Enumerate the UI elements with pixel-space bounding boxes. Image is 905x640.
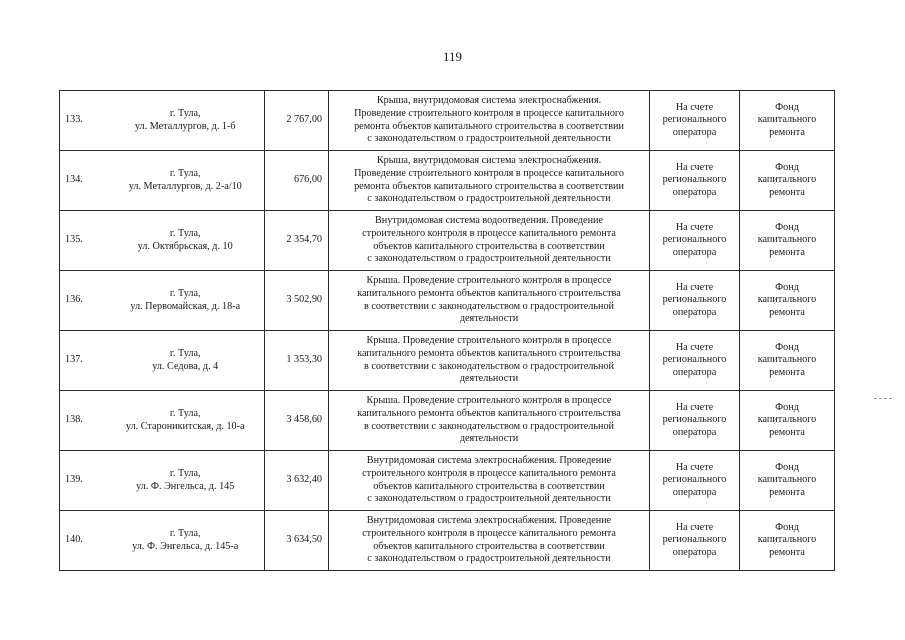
work-description-cell-line: ремонта объектов капитального строительства в соответствии bbox=[354, 120, 624, 132]
work-description-cell-line: в соответствии с законодательством о градостроительной bbox=[363, 360, 614, 372]
row-number-cell bbox=[60, 451, 107, 511]
account-cell-line: оператора bbox=[672, 366, 717, 378]
account-cell-line: оператора bbox=[672, 486, 717, 498]
account-cell bbox=[650, 451, 740, 511]
table-row bbox=[60, 271, 835, 331]
work-description-cell-line: капитального ремонта объектов капитального строительства bbox=[357, 287, 621, 299]
work-description-cell-line: Внутридомовая система электроснабжения. Проведение bbox=[366, 515, 612, 527]
area-cell-text: 676,00 bbox=[293, 174, 322, 186]
funding-source-cell-line: ремонта bbox=[769, 426, 805, 438]
address-cell-line: ул. Седова, д. 4 bbox=[152, 360, 219, 372]
address-cell bbox=[107, 511, 265, 571]
row-number-cell-text: 137. bbox=[65, 354, 83, 366]
address-cell-line: ул. Ф. Энгельса, д. 145-а bbox=[132, 540, 239, 552]
funding-source-cell-line: Фонд bbox=[775, 461, 799, 473]
funding-source-cell-line: Фонд bbox=[775, 341, 799, 353]
row-number-cell bbox=[60, 211, 107, 271]
work-description-cell-line: с законодательством о градостроительной деятельности bbox=[367, 253, 611, 265]
work-description-cell-line: Крыша. Проведение строительного контроля в процессе bbox=[366, 395, 612, 407]
work-description-cell-line: Крыша, внутридомовая система электроснабжения. bbox=[376, 95, 602, 107]
work-description-cell-line: деятельности bbox=[459, 373, 519, 385]
account-cell-line: оператора bbox=[672, 126, 717, 138]
area-cell-text: 3 632,40 bbox=[286, 474, 322, 486]
account-cell bbox=[650, 91, 740, 151]
area-cell-text: 3 458,60 bbox=[286, 414, 322, 426]
work-description-cell-line: капитального ремонта объектов капитального строительства bbox=[357, 347, 621, 359]
address-cell-line: г. Тула, bbox=[169, 287, 201, 299]
funding-source-cell-line: Фонд bbox=[775, 101, 799, 113]
account-cell-line: На счете bbox=[675, 521, 714, 533]
address-cell-line: г. Тула, bbox=[169, 407, 201, 419]
account-cell-line: регионального bbox=[662, 234, 727, 246]
account-cell-line: На счете bbox=[675, 401, 714, 413]
account-cell-line: регионального bbox=[662, 354, 727, 366]
work-description-cell-line: с законодательством о градостроительной деятельности bbox=[367, 133, 611, 145]
account-cell-line: регионального bbox=[662, 174, 727, 186]
funding-source-cell bbox=[740, 511, 835, 571]
row-number-cell-text: 133. bbox=[65, 114, 83, 126]
account-cell-line: оператора bbox=[672, 246, 717, 258]
work-description-cell-line: строительного контроля в процессе капитального ремонта bbox=[362, 227, 616, 239]
row-number-cell bbox=[60, 391, 107, 451]
funding-source-cell-line: ремонта bbox=[769, 486, 805, 498]
row-number-cell-text: 136. bbox=[65, 294, 83, 306]
row-number-cell-text: 139. bbox=[65, 474, 83, 486]
work-description-cell-line: деятельности bbox=[459, 313, 519, 325]
area-cell bbox=[265, 271, 329, 331]
row-number-cell bbox=[60, 511, 107, 571]
repair-table bbox=[59, 90, 835, 571]
account-cell-line: оператора bbox=[672, 426, 717, 438]
work-description-cell-line: Крыша. Проведение строительного контроля в процессе bbox=[366, 335, 612, 347]
address-cell-line: г. Тула, bbox=[169, 347, 201, 359]
work-description-cell-line: Крыша. Проведение строительного контроля в процессе bbox=[366, 275, 612, 287]
area-cell bbox=[265, 391, 329, 451]
work-description-cell-line: ремонта объектов капитального строительства в соответствии bbox=[354, 180, 624, 192]
row-number-cell-text: 138. bbox=[65, 414, 83, 426]
funding-source-cell-line: капитального bbox=[757, 354, 817, 366]
work-description-cell-line: с законодательством о градостроительной деятельности bbox=[367, 493, 611, 505]
funding-source-cell-line: Фонд bbox=[775, 521, 799, 533]
area-cell-text: 2 354,70 bbox=[286, 234, 322, 246]
address-cell bbox=[107, 151, 265, 211]
account-cell bbox=[650, 151, 740, 211]
account-cell-line: оператора bbox=[672, 186, 717, 198]
account-cell-line: На счете bbox=[675, 101, 714, 113]
funding-source-cell-line: ремонта bbox=[769, 306, 805, 318]
row-number-cell-text: 135. bbox=[65, 234, 83, 246]
address-cell bbox=[107, 391, 265, 451]
account-cell-line: регионального bbox=[662, 534, 727, 546]
work-description-cell bbox=[329, 271, 650, 331]
address-cell-line: г. Тула, bbox=[169, 527, 201, 539]
area-cell bbox=[265, 91, 329, 151]
table-row bbox=[60, 331, 835, 391]
account-cell bbox=[650, 211, 740, 271]
work-description-cell bbox=[329, 151, 650, 211]
account-cell-line: регионального bbox=[662, 414, 727, 426]
work-description-cell-line: капитального ремонта объектов капитального строительства bbox=[357, 407, 621, 419]
work-description-cell-line: объектов капитального строительства в соответствии bbox=[373, 240, 605, 252]
work-description-cell-line: с законодательством о градостроительной деятельности bbox=[367, 193, 611, 205]
funding-source-cell bbox=[740, 451, 835, 511]
area-cell bbox=[265, 211, 329, 271]
work-description-cell-line: объектов капитального строительства в соответствии bbox=[373, 480, 605, 492]
table-row bbox=[60, 211, 835, 271]
row-number-cell bbox=[60, 151, 107, 211]
account-cell-line: На счете bbox=[675, 461, 714, 473]
work-description-cell bbox=[329, 211, 650, 271]
work-description-cell bbox=[329, 391, 650, 451]
work-description-cell bbox=[329, 91, 650, 151]
funding-source-cell-line: ремонта bbox=[769, 546, 805, 558]
funding-source-cell bbox=[740, 211, 835, 271]
funding-source-cell-line: ремонта bbox=[769, 186, 805, 198]
row-number-cell-text: 134. bbox=[65, 174, 83, 186]
funding-source-cell-line: Фонд bbox=[775, 281, 799, 293]
funding-source-cell-line: капитального bbox=[757, 414, 817, 426]
account-cell-line: На счете bbox=[675, 341, 714, 353]
work-description-cell-line: Проведение строительного контроля в процессе капитального bbox=[354, 167, 624, 179]
account-cell bbox=[650, 331, 740, 391]
work-description-cell-line: строительного контроля в процессе капитального ремонта bbox=[362, 467, 616, 479]
work-description-cell bbox=[329, 451, 650, 511]
address-cell-line: г. Тула, bbox=[169, 227, 201, 239]
funding-source-cell-line: Фонд bbox=[775, 401, 799, 413]
account-cell-line: регионального bbox=[662, 114, 727, 126]
account-cell-line: оператора bbox=[672, 306, 717, 318]
work-description-cell-line: Крыша, внутридомовая система электроснабжения. bbox=[376, 155, 602, 167]
address-cell-line: ул. Староникитская, д. 10-а bbox=[125, 420, 245, 432]
funding-source-cell bbox=[740, 91, 835, 151]
address-cell-line: ул. Октябрьская, д. 10 bbox=[137, 240, 233, 252]
funding-source-cell-line: капитального bbox=[757, 474, 817, 486]
funding-source-cell-line: капитального bbox=[757, 534, 817, 546]
funding-source-cell-line: капитального bbox=[757, 234, 817, 246]
address-cell-line: ул. Первомайская, д. 18-а bbox=[130, 300, 241, 312]
address-cell bbox=[107, 91, 265, 151]
work-description-cell-line: с законодательством о градостроительной деятельности bbox=[367, 553, 611, 565]
funding-source-cell bbox=[740, 151, 835, 211]
row-number-cell bbox=[60, 271, 107, 331]
row-number-cell-text: 140. bbox=[65, 534, 83, 546]
work-description-cell-line: Внутридомовая система электроснабжения. Проведение bbox=[366, 455, 612, 467]
work-description-cell-line: строительного контроля в процессе капитального ремонта bbox=[362, 527, 616, 539]
account-cell-line: регионального bbox=[662, 474, 727, 486]
account-cell-line: На счете bbox=[675, 221, 714, 233]
funding-source-cell-line: ремонта bbox=[769, 126, 805, 138]
address-cell-line: ул. Металлургов, д. 2-а/10 bbox=[128, 180, 242, 192]
work-description-cell-line: деятельности bbox=[459, 433, 519, 445]
area-cell-text: 3 634,50 bbox=[286, 534, 322, 546]
funding-source-cell bbox=[740, 391, 835, 451]
account-cell-line: На счете bbox=[675, 161, 714, 173]
address-cell-line: ул. Ф. Энгельса, д. 145 bbox=[136, 480, 235, 492]
address-cell bbox=[107, 271, 265, 331]
table-row bbox=[60, 451, 835, 511]
funding-source-cell-line: ремонта bbox=[769, 246, 805, 258]
area-cell bbox=[265, 151, 329, 211]
work-description-cell-line: объектов капитального строительства в соответствии bbox=[373, 540, 605, 552]
margin-mark bbox=[874, 398, 892, 399]
address-cell bbox=[107, 211, 265, 271]
account-cell-line: На счете bbox=[675, 281, 714, 293]
address-cell-line: г. Тула, bbox=[169, 467, 201, 479]
table-row bbox=[60, 511, 835, 571]
work-description-cell bbox=[329, 511, 650, 571]
funding-source-cell-line: ремонта bbox=[769, 366, 805, 378]
account-cell bbox=[650, 391, 740, 451]
work-description-cell-line: Проведение строительного контроля в процессе капитального bbox=[354, 107, 624, 119]
area-cell bbox=[265, 511, 329, 571]
table-row bbox=[60, 151, 835, 211]
work-description-cell-line: Внутридомовая система водоотведения. Проведение bbox=[375, 215, 603, 227]
funding-source-cell bbox=[740, 331, 835, 391]
account-cell-line: оператора bbox=[672, 546, 717, 558]
work-description-cell-line: в соответствии с законодательством о градостроительной bbox=[363, 420, 614, 432]
funding-source-cell-line: Фонд bbox=[775, 221, 799, 233]
account-cell-line: регионального bbox=[662, 294, 727, 306]
area-cell bbox=[265, 451, 329, 511]
area-cell-text: 2 767,00 bbox=[286, 114, 322, 126]
table-body bbox=[60, 91, 835, 571]
funding-source-cell-line: капитального bbox=[757, 174, 817, 186]
address-cell-line: ул. Металлургов, д. 1-б bbox=[134, 120, 236, 132]
area-cell bbox=[265, 331, 329, 391]
account-cell bbox=[650, 511, 740, 571]
page-number: 119 bbox=[442, 49, 463, 64]
row-number-cell bbox=[60, 331, 107, 391]
address-cell bbox=[107, 451, 265, 511]
table-row bbox=[60, 91, 835, 151]
account-cell bbox=[650, 271, 740, 331]
row-number-cell bbox=[60, 91, 107, 151]
area-cell-text: 1 353,30 bbox=[286, 354, 322, 366]
address-cell-line: г. Тула, bbox=[169, 167, 201, 179]
work-description-cell-line: в соответствии с законодательством о градостроительной bbox=[363, 300, 614, 312]
funding-source-cell-line: капитального bbox=[757, 114, 817, 126]
table-row bbox=[60, 391, 835, 451]
address-cell bbox=[107, 331, 265, 391]
funding-source-cell-line: Фонд bbox=[775, 161, 799, 173]
address-cell-line: г. Тула, bbox=[169, 107, 201, 119]
work-description-cell bbox=[329, 331, 650, 391]
funding-source-cell bbox=[740, 271, 835, 331]
area-cell-text: 3 502,90 bbox=[286, 294, 322, 306]
funding-source-cell-line: капитального bbox=[757, 294, 817, 306]
